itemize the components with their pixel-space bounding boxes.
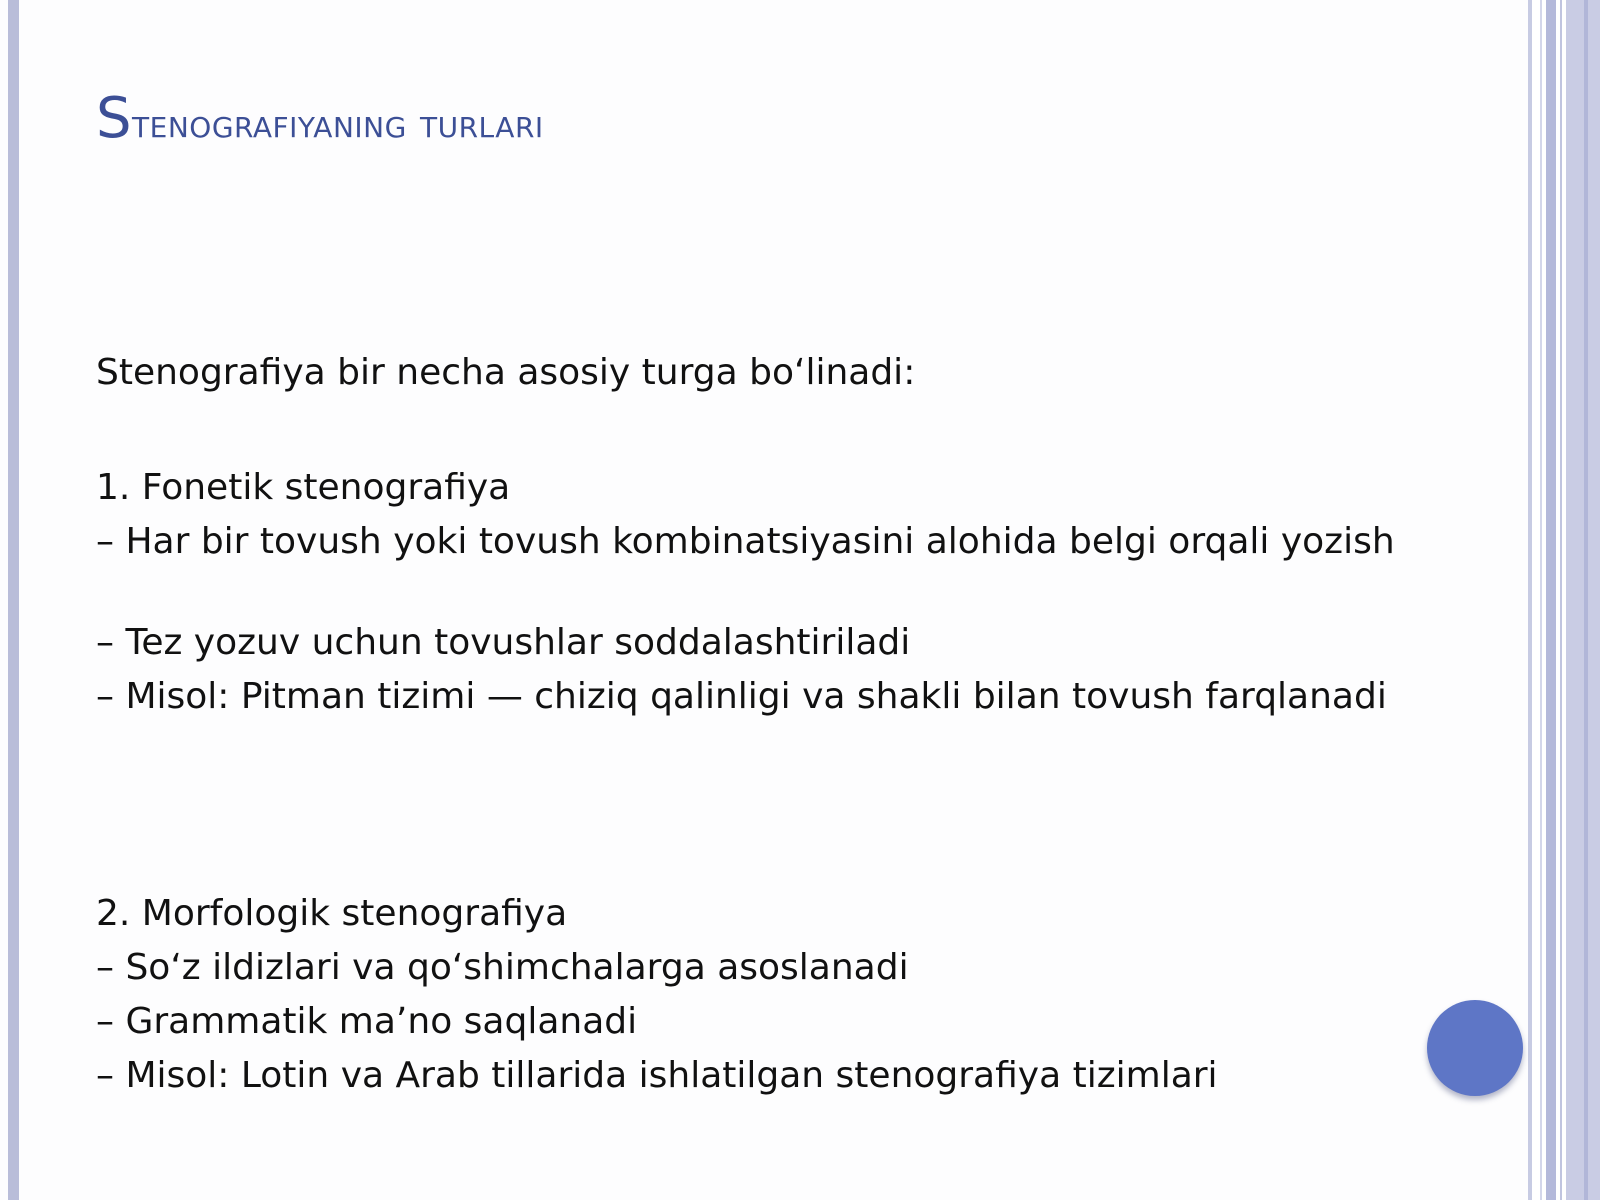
circle-nav-button[interactable]: [1427, 1000, 1523, 1096]
intro-text: Stenografiya bir necha asosiy turga bo‘linadi:: [96, 352, 916, 393]
list-item: – Misol: Pitman tizimi — chiziq qalinligi va shakli bilan tovush farqlanadi: [96, 676, 1387, 717]
list-item: – Grammatik ma’no saqlanadi: [96, 1001, 638, 1042]
section-heading-morfologik: 2. Morfologik stenografiya: [96, 893, 568, 934]
list-item: – Tez yozuv uchun tovushlar soddalashtiriladi: [96, 622, 911, 663]
right-border-stripe: [1584, 0, 1588, 1200]
list-item: – Misol: Lotin va Arab tillarida ishlatilgan stenografiya tizimlari: [96, 1055, 1218, 1096]
slide-title: [96, 86, 544, 151]
section-heading-fonetik: 1. Fonetik stenografiya: [96, 467, 511, 508]
right-border-stripe: [1528, 0, 1532, 1200]
right-border-stripe: [1546, 0, 1556, 1200]
right-border-stripe: [1560, 0, 1562, 1200]
slide-title-rest: tenografiyaning turlari: [132, 101, 544, 147]
right-border-stripe: [1566, 0, 1600, 1200]
list-item: – Har bir tovush yoki tovush kombinatsiyasini alohida belgi orqali yozish: [96, 521, 1395, 562]
right-border-stripe: [1540, 0, 1542, 1200]
slide-title-initial: S: [96, 86, 133, 151]
left-border-bar: [8, 0, 19, 1200]
list-item: – So‘z ildizlari va qo‘shimchalarga asoslanadi: [96, 947, 909, 988]
